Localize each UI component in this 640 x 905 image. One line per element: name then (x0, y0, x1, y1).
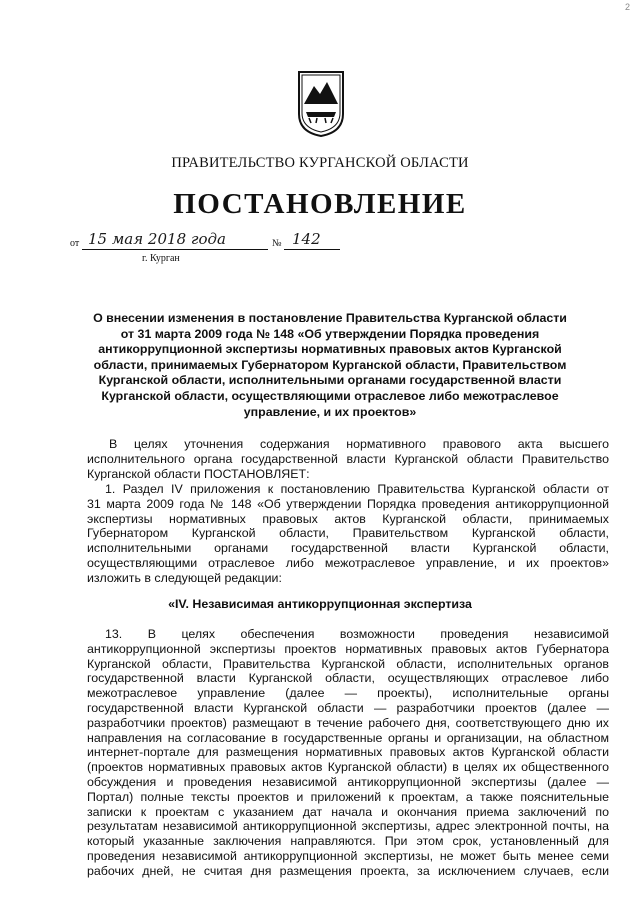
number-label: № (272, 238, 282, 249)
text-line: Курганской области, Правительства Курганской области, исполнительных органов (87, 656, 609, 671)
text-line: государственной власти Курганской области — разработчики проектов (далее — (87, 700, 609, 715)
coat-of-arms-icon (297, 70, 345, 138)
text-line: исполнительного органа государственной власти Курганской области Правительство (87, 451, 609, 466)
text-line: разработчики проектов) размещают в течение рабочего дня, соответствующего дню их (87, 715, 609, 730)
document-title (80, 311, 580, 420)
text-line: Курганской области ПОСТАНОВЛЯЕТ: (87, 466, 310, 481)
text-line: 1. Раздел IV приложения к постановлению Правительства Курганской области от (105, 482, 609, 496)
text-line: рабочих дней, не считая дня размещения проекта, за исключением случаев, если (87, 863, 609, 878)
page-number: 2 (624, 2, 630, 12)
text-line: экспертизы нормативных правовых актов Курганской области, принимаемых (87, 511, 609, 526)
date-number-line (70, 232, 370, 272)
clause-1-paragraph (87, 482, 609, 586)
title-line: области, принимаемых Губернатором Курганской области, Правительством (93, 357, 567, 372)
text-line: результатам независимой антикоррупционной экспертизы, адрес электронной почты, на (87, 819, 609, 834)
text-line: осуществляющими отраслевое либо межотраслевое управление, и их проектов» (87, 555, 609, 570)
text-line: изложить в следующей редакции: (87, 570, 282, 585)
text-line: записки к проектам с указанием дат начала и окончания приема заключений по (87, 804, 609, 819)
text-line: 13. В целях обеспечения возможности проведения независимой (105, 627, 609, 641)
text-line: направления на согласование в государственные органы и организации, на областном (87, 730, 609, 745)
text-line: 31 марта 2009 года № 148 «Об утверждении Порядка проведения антикоррупционной (87, 496, 609, 511)
title-line: Курганской области, осуществляющими отраслевое либо межотраслевое (101, 388, 559, 403)
preamble-paragraph (87, 437, 609, 481)
document-number: 142 (292, 230, 321, 248)
text-line: исполнительными органами государственной власти Курганской области, (87, 541, 609, 556)
text-line: государственной власти Курганской области, осуществляющих отраслевое либо (87, 671, 609, 686)
section-heading: «IV. Независимая антикоррупционная экспертиза (168, 597, 472, 611)
city-label: г. Курган (142, 253, 180, 264)
text-line: В целях уточнения содержания нормативного правового акта высшего (109, 437, 609, 451)
title-line: управление, и их проектов» (243, 404, 417, 419)
text-line: интернет-портале для размещения нормативных правовых актов Курганской области (87, 745, 609, 760)
text-line: (проектов нормативных правовых актов Курганской области) в целях их общественного (87, 760, 609, 775)
government-name: ПРАВИТЕЛЬСТВО КУРГАНСКОЙ ОБЛАСТИ (171, 155, 469, 171)
document-type: ПОСТАНОВЛЕНИЕ (173, 188, 467, 220)
title-line: Курганской области, исполнительными органами государственной власти (98, 373, 562, 388)
title-line: от 31 марта 2009 года № 148 «Об утверждении Порядка проведения (120, 326, 540, 341)
clause-13-paragraph (87, 627, 609, 879)
text-line: Губернатором Курганской области, Правительством Курганской области, (87, 526, 609, 541)
title-line: О внесении изменения в постановление Правительства Курганской области (93, 311, 567, 325)
document-date: 15 мая 2018 года (88, 230, 226, 248)
from-label: от (70, 238, 80, 249)
text-line: проведения независимой антикоррупционной экспертизы, не может быть менее семи (87, 848, 609, 863)
text-line: обсуждения и проведения независимой антикоррупционной экспертизы (далее — (87, 774, 609, 789)
text-line: Портал) полные тексты проектов и приложений к проектам, а также пояснительные (87, 789, 609, 804)
text-line: который указанные заключения направляются. При этом срок, установленный для (87, 834, 609, 849)
text-line: межотраслевое управление (далее — проекты), исполнительные органы (87, 686, 609, 701)
text-line: антикоррупционной экспертизы проектов нормативных правовых актов Губернатора (87, 641, 609, 656)
title-line: антикоррупционной экспертизы нормативных правовых актов Курганской (98, 342, 562, 357)
